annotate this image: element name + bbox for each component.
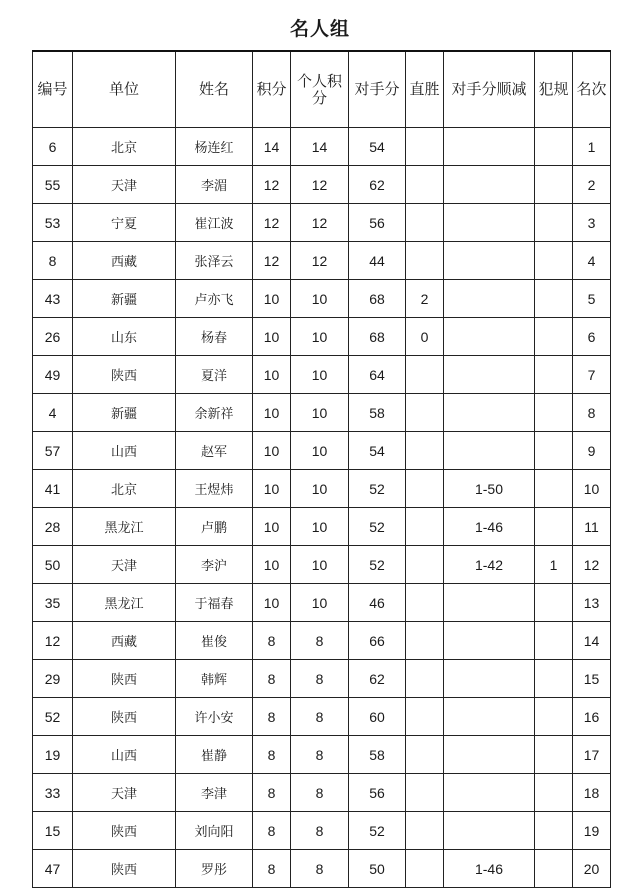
cell-rank: 8 bbox=[573, 394, 611, 432]
cell-rank: 11 bbox=[573, 508, 611, 546]
cell-unit: 陕西 bbox=[73, 812, 176, 850]
cell-unit: 陕西 bbox=[73, 660, 176, 698]
cell-points: 8 bbox=[253, 698, 291, 736]
table-row bbox=[33, 356, 611, 394]
cell-personal-points: 10 bbox=[291, 394, 349, 432]
table-row bbox=[33, 622, 611, 660]
cell-opponent-score: 62 bbox=[349, 166, 406, 204]
cell-rank: 12 bbox=[573, 546, 611, 584]
cell-points: 12 bbox=[253, 204, 291, 242]
cell-direct-win bbox=[406, 698, 444, 736]
cell-foul bbox=[535, 736, 573, 774]
table-row bbox=[33, 546, 611, 584]
col-header-personal-points: 个人积分 bbox=[291, 51, 349, 128]
cell-points: 8 bbox=[253, 812, 291, 850]
cell-name: 李沪 bbox=[176, 546, 253, 584]
cell-opponent-sequential bbox=[444, 356, 535, 394]
cell-points: 10 bbox=[253, 318, 291, 356]
cell-name: 刘向阳 bbox=[176, 812, 253, 850]
col-header-opponent-score: 对手分 bbox=[349, 51, 406, 128]
cell-opponent-sequential bbox=[444, 432, 535, 470]
cell-direct-win bbox=[406, 508, 444, 546]
cell-direct-win bbox=[406, 850, 444, 888]
cell-personal-points: 10 bbox=[291, 318, 349, 356]
cell-unit: 山西 bbox=[73, 736, 176, 774]
cell-opponent-score: 56 bbox=[349, 204, 406, 242]
cell-unit: 陕西 bbox=[73, 850, 176, 888]
cell-foul: 1 bbox=[535, 546, 573, 584]
cell-points: 10 bbox=[253, 280, 291, 318]
cell-name: 崔江波 bbox=[176, 204, 253, 242]
cell-foul bbox=[535, 622, 573, 660]
cell-direct-win bbox=[406, 470, 444, 508]
col-header-rank: 名次 bbox=[573, 51, 611, 128]
cell-name: 王煜炜 bbox=[176, 470, 253, 508]
cell-opponent-score: 50 bbox=[349, 850, 406, 888]
cell-opponent-score: 68 bbox=[349, 280, 406, 318]
col-header-opponent-sequential: 对手分顺减 bbox=[444, 51, 535, 128]
cell-unit: 天津 bbox=[73, 166, 176, 204]
cell-opponent-score: 66 bbox=[349, 622, 406, 660]
cell-personal-points: 8 bbox=[291, 660, 349, 698]
cell-direct-win bbox=[406, 356, 444, 394]
cell-points: 10 bbox=[253, 356, 291, 394]
cell-foul bbox=[535, 584, 573, 622]
cell-name: 夏洋 bbox=[176, 356, 253, 394]
cell-name: 杨春 bbox=[176, 318, 253, 356]
cell-direct-win bbox=[406, 660, 444, 698]
cell-unit: 北京 bbox=[73, 470, 176, 508]
cell-personal-points: 10 bbox=[291, 508, 349, 546]
cell-personal-points: 12 bbox=[291, 242, 349, 280]
col-header-direct-win: 直胜 bbox=[406, 51, 444, 128]
cell-unit: 天津 bbox=[73, 546, 176, 584]
cell-foul bbox=[535, 166, 573, 204]
cell-opponent-sequential bbox=[444, 394, 535, 432]
table-row bbox=[33, 660, 611, 698]
cell-rank: 17 bbox=[573, 736, 611, 774]
cell-direct-win bbox=[406, 242, 444, 280]
cell-rank: 10 bbox=[573, 470, 611, 508]
cell-id: 41 bbox=[33, 470, 73, 508]
cell-points: 10 bbox=[253, 508, 291, 546]
cell-foul bbox=[535, 318, 573, 356]
cell-foul bbox=[535, 660, 573, 698]
cell-opponent-score: 52 bbox=[349, 546, 406, 584]
cell-rank: 18 bbox=[573, 774, 611, 812]
table-row bbox=[33, 736, 611, 774]
cell-rank: 3 bbox=[573, 204, 611, 242]
cell-personal-points: 10 bbox=[291, 584, 349, 622]
cell-id: 4 bbox=[33, 394, 73, 432]
cell-opponent-sequential: 1-46 bbox=[444, 508, 535, 546]
cell-opponent-sequential bbox=[444, 280, 535, 318]
cell-rank: 4 bbox=[573, 242, 611, 280]
cell-foul bbox=[535, 698, 573, 736]
cell-opponent-sequential bbox=[444, 812, 535, 850]
cell-personal-points: 8 bbox=[291, 736, 349, 774]
cell-id: 33 bbox=[33, 774, 73, 812]
cell-points: 8 bbox=[253, 660, 291, 698]
cell-unit: 新疆 bbox=[73, 280, 176, 318]
cell-id: 15 bbox=[33, 812, 73, 850]
table-row bbox=[33, 166, 611, 204]
cell-name: 崔俊 bbox=[176, 622, 253, 660]
cell-opponent-sequential bbox=[444, 622, 535, 660]
cell-foul bbox=[535, 774, 573, 812]
cell-direct-win bbox=[406, 584, 444, 622]
cell-points: 14 bbox=[253, 128, 291, 166]
cell-points: 10 bbox=[253, 470, 291, 508]
cell-points: 12 bbox=[253, 166, 291, 204]
cell-opponent-score: 58 bbox=[349, 394, 406, 432]
cell-id: 8 bbox=[33, 242, 73, 280]
cell-personal-points: 8 bbox=[291, 698, 349, 736]
cell-personal-points: 10 bbox=[291, 432, 349, 470]
cell-foul bbox=[535, 128, 573, 166]
cell-personal-points: 8 bbox=[291, 812, 349, 850]
cell-direct-win bbox=[406, 128, 444, 166]
cell-name: 崔静 bbox=[176, 736, 253, 774]
cell-name: 于福春 bbox=[176, 584, 253, 622]
cell-rank: 19 bbox=[573, 812, 611, 850]
col-header-name: 姓名 bbox=[176, 51, 253, 128]
table-row bbox=[33, 470, 611, 508]
cell-id: 52 bbox=[33, 698, 73, 736]
table-body bbox=[33, 128, 611, 888]
cell-points: 10 bbox=[253, 584, 291, 622]
cell-personal-points: 12 bbox=[291, 166, 349, 204]
cell-direct-win bbox=[406, 394, 444, 432]
cell-opponent-score: 52 bbox=[349, 812, 406, 850]
col-header-foul: 犯规 bbox=[535, 51, 573, 128]
cell-points: 8 bbox=[253, 736, 291, 774]
cell-name: 许小安 bbox=[176, 698, 253, 736]
col-header-id: 编号 bbox=[33, 51, 73, 128]
cell-rank: 14 bbox=[573, 622, 611, 660]
cell-foul bbox=[535, 242, 573, 280]
cell-name: 卢鹏 bbox=[176, 508, 253, 546]
cell-opponent-sequential bbox=[444, 774, 535, 812]
cell-rank: 5 bbox=[573, 280, 611, 318]
cell-unit: 天津 bbox=[73, 774, 176, 812]
table-row bbox=[33, 812, 611, 850]
cell-id: 55 bbox=[33, 166, 73, 204]
cell-direct-win bbox=[406, 204, 444, 242]
cell-foul bbox=[535, 812, 573, 850]
cell-rank: 13 bbox=[573, 584, 611, 622]
cell-foul bbox=[535, 432, 573, 470]
cell-opponent-sequential bbox=[444, 318, 535, 356]
cell-opponent-score: 54 bbox=[349, 128, 406, 166]
cell-personal-points: 12 bbox=[291, 204, 349, 242]
cell-opponent-sequential: 1-50 bbox=[444, 470, 535, 508]
cell-name: 罗彤 bbox=[176, 850, 253, 888]
cell-id: 19 bbox=[33, 736, 73, 774]
cell-id: 35 bbox=[33, 584, 73, 622]
cell-opponent-sequential bbox=[444, 698, 535, 736]
cell-direct-win: 0 bbox=[406, 318, 444, 356]
cell-direct-win bbox=[406, 736, 444, 774]
cell-name: 卢亦飞 bbox=[176, 280, 253, 318]
cell-foul bbox=[535, 280, 573, 318]
cell-unit: 陕西 bbox=[73, 356, 176, 394]
cell-direct-win bbox=[406, 546, 444, 584]
cell-rank: 20 bbox=[573, 850, 611, 888]
cell-id: 57 bbox=[33, 432, 73, 470]
cell-id: 29 bbox=[33, 660, 73, 698]
cell-foul bbox=[535, 356, 573, 394]
cell-name: 张泽云 bbox=[176, 242, 253, 280]
cell-unit: 北京 bbox=[73, 128, 176, 166]
cell-points: 10 bbox=[253, 432, 291, 470]
cell-unit: 山东 bbox=[73, 318, 176, 356]
table-row bbox=[33, 698, 611, 736]
cell-points: 12 bbox=[253, 242, 291, 280]
page-title: 名人组 bbox=[289, 18, 350, 40]
cell-unit: 陕西 bbox=[73, 698, 176, 736]
cell-direct-win bbox=[406, 774, 444, 812]
cell-opponent-score: 56 bbox=[349, 774, 406, 812]
cell-personal-points: 8 bbox=[291, 774, 349, 812]
cell-foul bbox=[535, 394, 573, 432]
cell-rank: 6 bbox=[573, 318, 611, 356]
cell-id: 6 bbox=[33, 128, 73, 166]
cell-opponent-sequential bbox=[444, 204, 535, 242]
cell-opponent-sequential: 1-46 bbox=[444, 850, 535, 888]
cell-opponent-score: 54 bbox=[349, 432, 406, 470]
cell-foul bbox=[535, 508, 573, 546]
cell-id: 50 bbox=[33, 546, 73, 584]
cell-name: 余新祥 bbox=[176, 394, 253, 432]
table-row bbox=[33, 508, 611, 546]
cell-unit: 西藏 bbox=[73, 242, 176, 280]
cell-opponent-score: 52 bbox=[349, 508, 406, 546]
cell-id: 49 bbox=[33, 356, 73, 394]
table-row bbox=[33, 850, 611, 888]
cell-foul bbox=[535, 204, 573, 242]
cell-id: 12 bbox=[33, 622, 73, 660]
cell-personal-points: 10 bbox=[291, 546, 349, 584]
table-row bbox=[33, 280, 611, 318]
cell-opponent-sequential bbox=[444, 736, 535, 774]
table-row bbox=[33, 242, 611, 280]
cell-opponent-score: 46 bbox=[349, 584, 406, 622]
cell-direct-win: 2 bbox=[406, 280, 444, 318]
cell-unit: 新疆 bbox=[73, 394, 176, 432]
table-header-row bbox=[33, 51, 611, 128]
cell-unit: 黑龙江 bbox=[73, 584, 176, 622]
cell-opponent-sequential bbox=[444, 166, 535, 204]
cell-id: 43 bbox=[33, 280, 73, 318]
cell-name: 杨连红 bbox=[176, 128, 253, 166]
cell-opponent-sequential bbox=[444, 660, 535, 698]
cell-personal-points: 8 bbox=[291, 850, 349, 888]
cell-foul bbox=[535, 850, 573, 888]
cell-unit: 西藏 bbox=[73, 622, 176, 660]
ranking-table bbox=[32, 50, 611, 888]
table-row bbox=[33, 128, 611, 166]
cell-name: 李湄 bbox=[176, 166, 253, 204]
cell-opponent-sequential bbox=[444, 584, 535, 622]
cell-name: 李津 bbox=[176, 774, 253, 812]
cell-points: 8 bbox=[253, 622, 291, 660]
cell-points: 10 bbox=[253, 546, 291, 584]
cell-personal-points: 10 bbox=[291, 470, 349, 508]
cell-personal-points: 10 bbox=[291, 356, 349, 394]
table-row bbox=[33, 318, 611, 356]
table-row bbox=[33, 584, 611, 622]
cell-rank: 16 bbox=[573, 698, 611, 736]
cell-opponent-score: 58 bbox=[349, 736, 406, 774]
col-header-points: 积分 bbox=[253, 51, 291, 128]
cell-unit: 山西 bbox=[73, 432, 176, 470]
cell-name: 赵军 bbox=[176, 432, 253, 470]
cell-foul bbox=[535, 470, 573, 508]
cell-direct-win bbox=[406, 166, 444, 204]
cell-opponent-sequential bbox=[444, 242, 535, 280]
cell-rank: 1 bbox=[573, 128, 611, 166]
cell-unit: 宁夏 bbox=[73, 204, 176, 242]
cell-rank: 9 bbox=[573, 432, 611, 470]
cell-opponent-score: 52 bbox=[349, 470, 406, 508]
cell-id: 53 bbox=[33, 204, 73, 242]
cell-unit: 黑龙江 bbox=[73, 508, 176, 546]
cell-opponent-score: 60 bbox=[349, 698, 406, 736]
cell-rank: 2 bbox=[573, 166, 611, 204]
cell-id: 47 bbox=[33, 850, 73, 888]
cell-personal-points: 10 bbox=[291, 280, 349, 318]
cell-id: 28 bbox=[33, 508, 73, 546]
cell-opponent-sequential: 1-42 bbox=[444, 546, 535, 584]
cell-direct-win bbox=[406, 432, 444, 470]
cell-opponent-score: 62 bbox=[349, 660, 406, 698]
cell-opponent-score: 64 bbox=[349, 356, 406, 394]
cell-rank: 7 bbox=[573, 356, 611, 394]
cell-opponent-score: 44 bbox=[349, 242, 406, 280]
col-header-unit: 单位 bbox=[73, 51, 176, 128]
cell-direct-win bbox=[406, 622, 444, 660]
table-row bbox=[33, 774, 611, 812]
cell-rank: 15 bbox=[573, 660, 611, 698]
cell-id: 26 bbox=[33, 318, 73, 356]
cell-points: 8 bbox=[253, 774, 291, 812]
cell-personal-points: 8 bbox=[291, 622, 349, 660]
cell-direct-win bbox=[406, 812, 444, 850]
cell-points: 10 bbox=[253, 394, 291, 432]
cell-personal-points: 14 bbox=[291, 128, 349, 166]
cell-opponent-sequential bbox=[444, 128, 535, 166]
cell-name: 韩辉 bbox=[176, 660, 253, 698]
cell-points: 8 bbox=[253, 850, 291, 888]
table-row bbox=[33, 432, 611, 470]
cell-opponent-score: 68 bbox=[349, 318, 406, 356]
table-row bbox=[33, 204, 611, 242]
table-row bbox=[33, 394, 611, 432]
